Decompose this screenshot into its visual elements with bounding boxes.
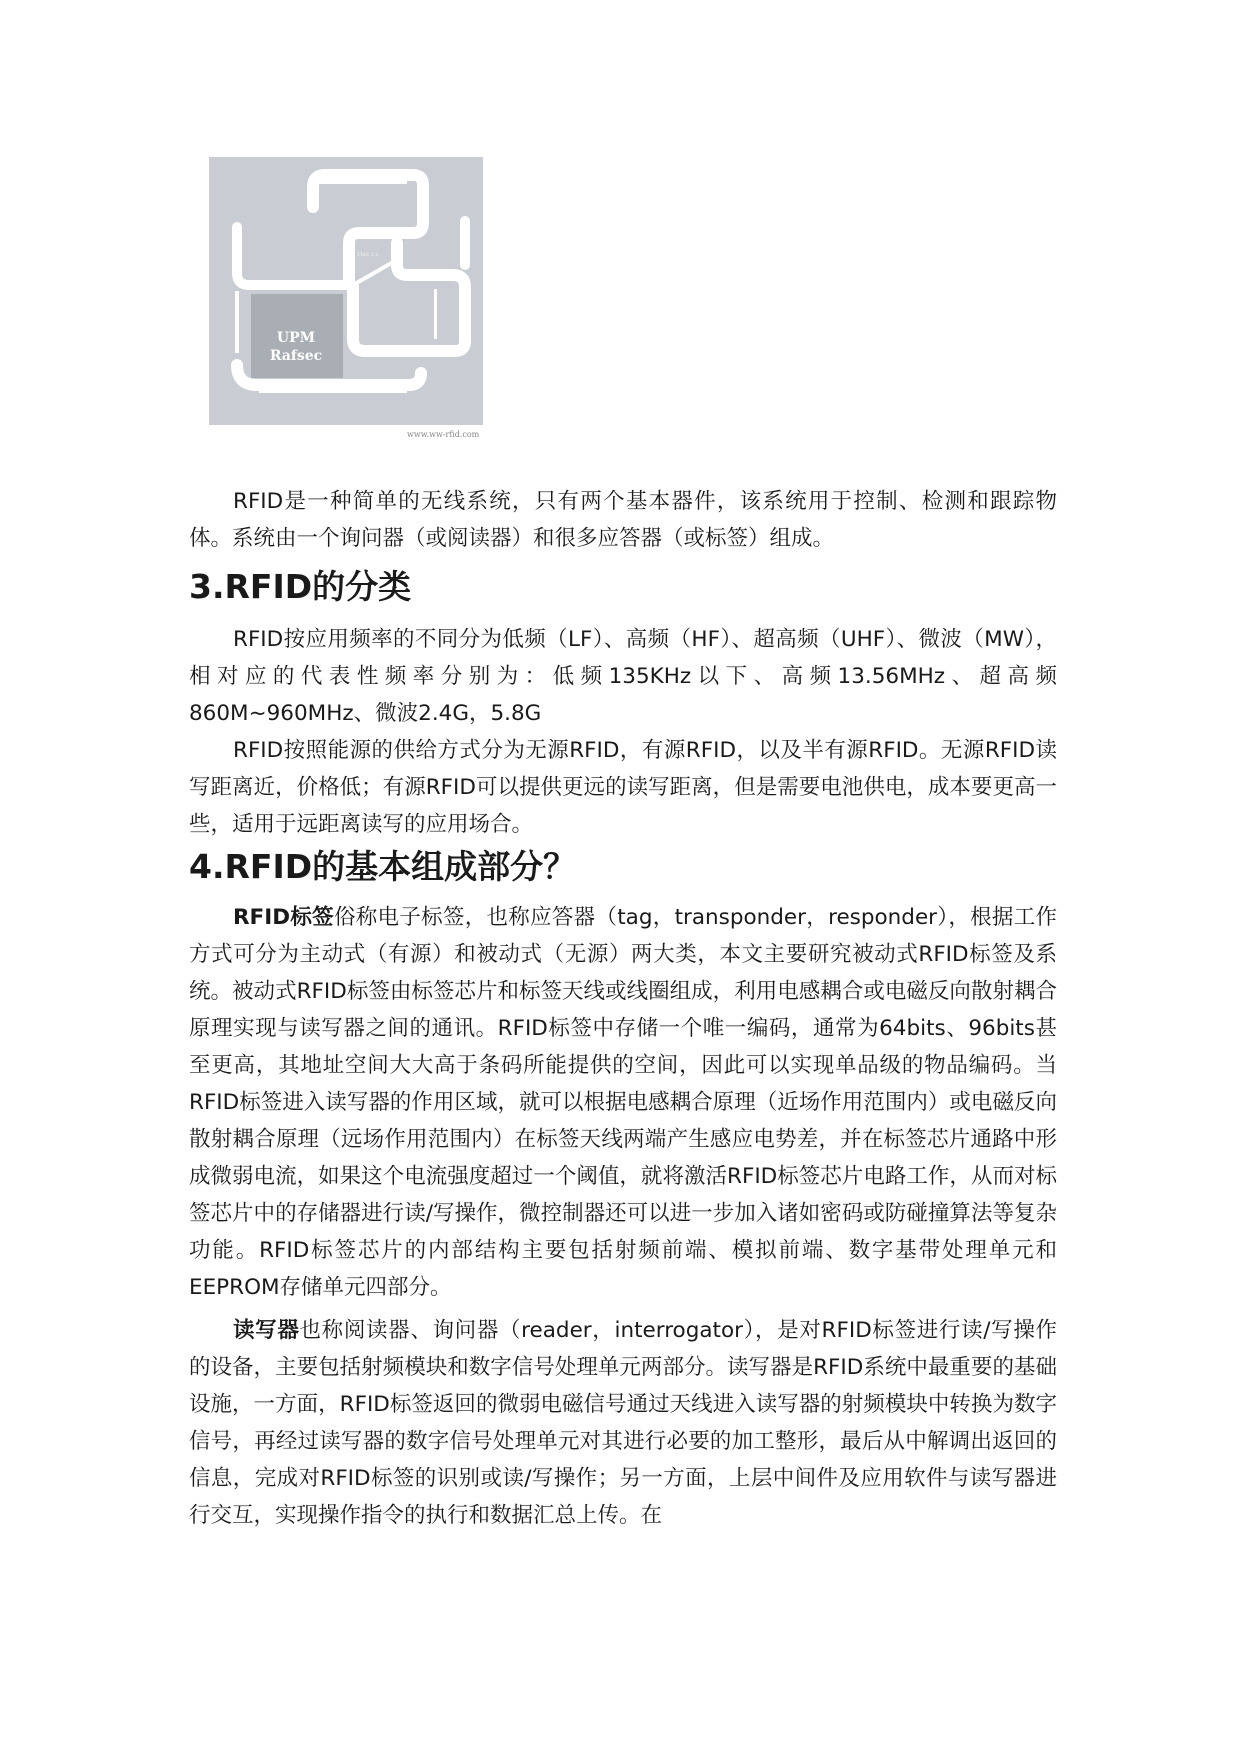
brand-line-2: Rafsec bbox=[269, 348, 323, 364]
frequency-paragraph: RFID按应用频率的不同分为低频（LF）、高频（HF）、超高频（UHF）、微波（MW），相对应的代表性频率分别为：低频135KHz以下、高频13.56MHz、超高频860M~960MHz、微波2.4G，5.8G bbox=[189, 627, 1057, 726]
tag-description: 俗称电子标签，也称应答器（tag，transponder，responder），根据工作方式可分为主动式（有源）和被动式（无源）两大类，本文主要研究被动式RFID标签及系统。被动式RFID标签由标签芯片和标签天线或线圈组成，利用电感耦合或电磁反向散射耦合原理实现与读写器之间的通讯。RFID标签中存储一个唯一编码，通常为64bits、96bits甚至更高，其地址空间大大高于条码所能提供的空间，因此可以实现单品级的物品编码。当RFID标签进入读写器的作用区域，就可以根据电感耦合原理（近场作用范围内）或电磁反向散射耦合原理（远场作用范围内）在标签天线两端产生感应电势差，并在标签芯片通路中形成微弱电流，如果这个电流强度超过一个阈值，就将激活RFID标签芯片电路工作，从而对标签芯片中的存储器进行读/写操作，微控制器还可以进一步加入诸如密码或防碰撞算法等复杂功能。RFID标签芯片的内部结构主要包括射频前端、模拟前端、数字基带处理单元和EEPROM存储单元四部分。 bbox=[189, 905, 1058, 1300]
image-watermark: www.ww-rfid.com bbox=[407, 430, 480, 439]
tag-brand-label bbox=[261, 329, 331, 365]
reader-description: 也称阅读器、询问器（reader，interrogator），是对RFID标签进行读/写操作的设备，主要包括射频模块和数字信号处理单元两部分。读写器是RFID系统中最重要的基础设施，一方面，RFID标签返回的微弱电磁信号通过天线进入读写器的射频模块中转换为数字信号，再经过读写器的数字信号处理单元对其进行必要的加工整形，最后从中解调出返回的信息，完成对RFID标签的识别或读/写操作；另一方面，上层中间件及应用软件与读写器进行交互，实现操作指令的执行和数据汇总上传。在 bbox=[189, 1318, 1057, 1528]
brand-line-1: UPM bbox=[276, 330, 316, 346]
intro-paragraph: RFID是一种简单的无线系统，只有两个基本器件，该系统用于控制、检测和跟踪物体。系统由一个询问器（或阅读器）和很多应答器（或标签）组成。 bbox=[189, 489, 1057, 551]
tag-paragraph bbox=[189, 899, 1057, 1306]
rfid-tag-image bbox=[209, 157, 499, 447]
tag-small-label: TMS 1.2 bbox=[357, 252, 379, 258]
section-heading-components: 4.RFID的基本组成部分？ bbox=[189, 847, 577, 886]
rfid-antenna-drawing bbox=[209, 157, 499, 447]
reader-paragraph bbox=[189, 1312, 1057, 1534]
section-heading-classification: 3.RFID的分类 bbox=[189, 567, 412, 606]
document-body bbox=[189, 483, 1057, 1534]
power-source-paragraph: RFID按照能源的供给方式分为无源RFID，有源RFID，以及半有源RFID。无源RFID读写距离近，价格低；有源RFID可以提供更远的读写距离，但是需要电池供电，成本要更高一些，适用于远距离读写的应用场合。 bbox=[189, 738, 1057, 837]
reader-term: 读写器 bbox=[233, 1318, 300, 1343]
tag-term: RFID标签 bbox=[233, 905, 334, 930]
